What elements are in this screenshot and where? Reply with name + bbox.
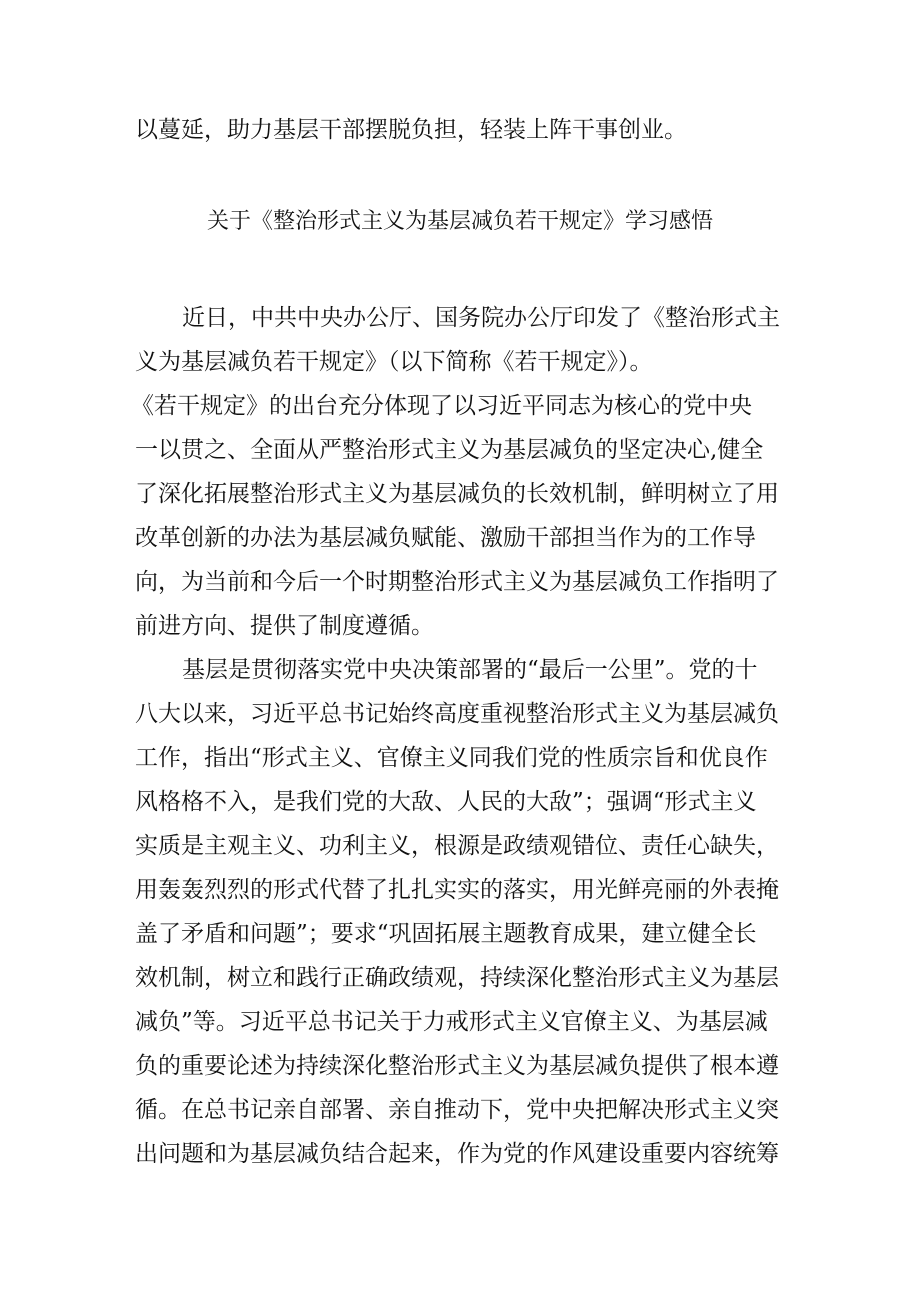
paragraph-line: 循。在总书记亲自部署、亲自推动下，党中央把解决形式主义突 bbox=[135, 1097, 779, 1123]
paragraph-line: 《若干规定》的出台充分体现了以习近平同志为核心的党中央 bbox=[131, 393, 752, 419]
paragraph-line: 负的重要论述为持续深化整治形式主义为基层减负提供了根本遵 bbox=[135, 1053, 779, 1079]
paragraph-line: 工作，指出“形式主义、官僚主义同我们党的性质宗旨和优良作 bbox=[135, 745, 768, 771]
paragraph-line: 效机制，树立和践行正确政绩观，持续深化整治形式主义为基层 bbox=[135, 965, 779, 991]
paragraph-line: 改革创新的办法为基层减负赋能、激励干部担当作为的工作导 bbox=[135, 525, 756, 551]
paragraph-line: 了深化拓展整治形式主义为基层减负的长效机制，鲜明树立了用 bbox=[135, 481, 779, 507]
paragraph-line: 用轰轰烈烈的形式代替了扎扎实实的落实，用光鲜亮丽的外表掩 bbox=[135, 877, 779, 903]
paragraph-line: 出问题和为基层减负结合起来，作为党的作风建设重要内容统筹 bbox=[135, 1141, 779, 1167]
paragraph-line: 前进方向、提供了制度遵循。 bbox=[135, 613, 434, 639]
paragraph-line: 实质是主观主义、功利主义，根源是政绩观错位、责任心缺失， bbox=[135, 833, 779, 859]
paragraph-line: 一以贯之、全面从严整治形式主义为基层减负的坚定决心,健全 bbox=[135, 437, 764, 463]
paragraph-line: 盖了矛盾和问题”；要求“巩固拓展主题教育成果，建立健全长 bbox=[135, 921, 757, 947]
paragraph-line: 近日，中共中央办公厅、国务院办公厅印发了《整治形式主 bbox=[182, 305, 780, 331]
paragraph-line: 八大以来，习近平总书记始终高度重视整治形式主义为基层减负 bbox=[135, 701, 779, 727]
paragraph-line: 风格格不入，是我们党的大敌、人民的大敌”；强调“形式主义 bbox=[135, 789, 757, 815]
paragraph-line: 基层是贯彻落实党中央决策部署的“最后一公里”。党的十 bbox=[182, 657, 758, 683]
paragraph-line: 义为基层减负若干规定》（以下简称《若干规定》）。 bbox=[135, 349, 653, 375]
paragraph-line: 减负”等。习近平总书记关于力戒形式主义官僚主义、为基层减 bbox=[135, 1009, 768, 1035]
intro-line: 以蔓延，助力基层干部摆脱负担，轻装上阵干事创业。 bbox=[135, 117, 687, 143]
document-title: 关于《整治形式主义为基层减负若干规定》学习感悟 bbox=[206, 209, 713, 234]
paragraph-line: 向，为当前和今后一个时期整治形式主义为基层减负工作指明了 bbox=[135, 569, 779, 595]
